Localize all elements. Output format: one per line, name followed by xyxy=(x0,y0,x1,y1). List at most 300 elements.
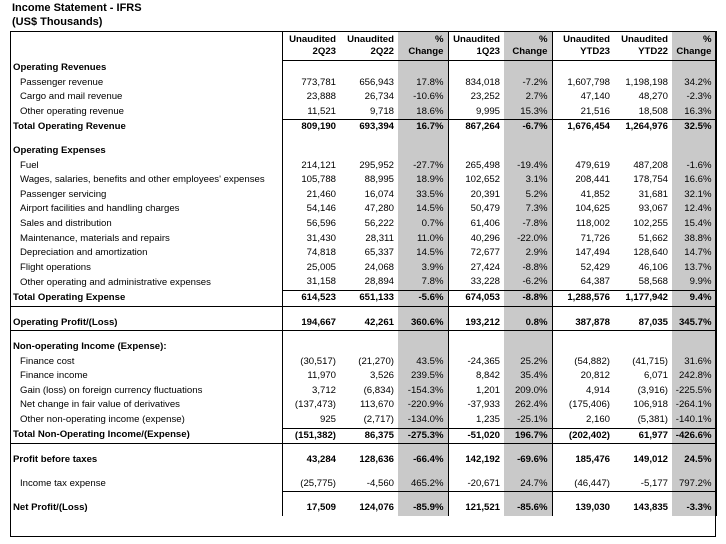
spacer-cell xyxy=(340,468,398,477)
column-header-line1: % xyxy=(702,34,712,45)
spacer-cell xyxy=(504,135,552,144)
percent-change-cell: 12.4% xyxy=(672,202,716,217)
value-cell: 194,667 xyxy=(282,316,340,331)
value-cell: 43,284 xyxy=(282,453,340,468)
spacer-cell xyxy=(282,331,340,341)
value-cell: 46,106 xyxy=(638,261,668,273)
value-cell: 56,596 xyxy=(282,217,340,232)
value-cell: 118,002 xyxy=(552,217,614,232)
value-cell: 178,754 xyxy=(633,174,668,186)
value-cell xyxy=(340,61,398,76)
column-header-line2: 2Q23 xyxy=(312,46,336,57)
column-header xyxy=(672,31,716,61)
spacer-cell xyxy=(398,135,448,144)
value-cell: 8,842 xyxy=(448,369,504,384)
column-header-line2: Change xyxy=(408,46,444,57)
spacer-cell xyxy=(398,306,448,316)
value-cell: 25,005 xyxy=(282,261,340,276)
percent-change-cell: 13.7% xyxy=(672,261,716,276)
value-cell: 65,337 xyxy=(364,247,394,259)
value-cell: -5,177 xyxy=(614,477,672,492)
column-header xyxy=(552,31,614,61)
percent-change-cell: -225.5% xyxy=(672,384,716,399)
spacer-cell xyxy=(504,492,552,502)
spacer-cell xyxy=(282,135,340,144)
percent-change-cell: 465.2% xyxy=(398,477,448,492)
percent-change-cell: 32.1% xyxy=(672,188,716,203)
value-cell: 142,192 xyxy=(448,453,504,468)
percent-change-cell: 34.2% xyxy=(672,76,716,91)
percent-change-cell: 17.8% xyxy=(398,76,448,91)
percent-change-cell: -220.9% xyxy=(398,398,448,413)
line-item-row xyxy=(10,105,716,120)
percent-change-cell: 0.7% xyxy=(398,217,448,232)
row-label: Operating Expenses xyxy=(13,144,106,156)
spacer-cell xyxy=(282,492,340,502)
section-header-row xyxy=(10,340,716,355)
line-item-row xyxy=(10,355,716,370)
row-label: Other operating and administrative expenses xyxy=(20,276,211,288)
value-cell: 20,391 xyxy=(448,188,504,203)
percent-change-cell: 196.7% xyxy=(504,428,552,444)
value-cell: (54,882) xyxy=(552,355,614,370)
spacer-row xyxy=(10,468,716,477)
value-cell: 11,970 xyxy=(282,369,340,384)
line-item-row xyxy=(10,232,716,247)
spacer-row xyxy=(10,331,716,341)
percent-change-cell: 3.9% xyxy=(398,261,448,276)
spacer-cell xyxy=(552,306,614,316)
value-cell: (5,381) xyxy=(614,413,672,428)
value-cell xyxy=(614,144,672,159)
row-label: Sales and distribution xyxy=(20,217,112,229)
percent-change-cell: 0.8% xyxy=(504,316,552,331)
value-cell: (30,517) xyxy=(282,355,340,370)
row-label: Income tax expense xyxy=(20,478,106,490)
percent-change-cell: 24.5% xyxy=(672,453,716,468)
row-label: Cargo and mail revenue xyxy=(20,91,123,103)
percent-change-cell: 14.5% xyxy=(398,202,448,217)
value-cell: 102,255 xyxy=(633,217,668,229)
spacer-cell xyxy=(398,444,448,454)
row-label: Net change in fair value of derivatives xyxy=(20,399,180,411)
spacer-cell xyxy=(504,444,552,454)
percent-change-cell: 14.5% xyxy=(398,246,448,261)
row-label: Total Operating Revenue xyxy=(13,121,126,133)
percent-change-cell: -6.7% xyxy=(504,120,552,135)
value-cell: -37,933 xyxy=(448,398,504,413)
value-cell: 41,852 xyxy=(552,188,614,203)
value-cell: 6,071 xyxy=(643,370,668,382)
line-item-row xyxy=(10,246,716,261)
percent-change-cell: 3.1% xyxy=(504,173,552,188)
percent-change-cell: 16.3% xyxy=(672,105,716,120)
percent-change-cell: 18.6% xyxy=(398,105,448,120)
value-cell: 1,177,942 xyxy=(614,290,672,306)
percent-change-cell: 35.4% xyxy=(504,369,552,384)
value-cell: 9,718 xyxy=(340,105,398,120)
value-cell: 4,914 xyxy=(552,384,614,399)
value-cell: 185,476 xyxy=(552,453,614,468)
value-cell: 52,429 xyxy=(552,261,614,276)
value-cell xyxy=(340,340,398,355)
value-cell: 479,619 xyxy=(552,159,614,174)
value-cell xyxy=(448,144,504,159)
value-cell: 651,133 xyxy=(340,290,398,306)
row-label: Non-operating Income (Expense): xyxy=(13,341,167,353)
value-cell: 387,878 xyxy=(552,316,614,331)
row-label: Profit before taxes xyxy=(13,454,98,466)
value-cell: 50,479 xyxy=(448,202,504,217)
spacer-row xyxy=(10,492,716,502)
value-cell: (6,834) xyxy=(363,384,394,396)
row-label: Other operating revenue xyxy=(20,106,124,118)
value-cell: 139,030 xyxy=(552,501,614,516)
value-cell: 773,781 xyxy=(282,76,340,91)
value-cell: 23,888 xyxy=(282,90,340,105)
row-label: Maintenance, materials and repairs xyxy=(20,232,170,244)
section-header-row xyxy=(10,61,716,76)
value-cell: 1,264,976 xyxy=(625,121,668,133)
value-cell xyxy=(614,61,672,76)
value-cell: 925 xyxy=(282,413,340,428)
spacer-cell xyxy=(552,492,614,502)
column-header-line2: 2Q22 xyxy=(370,46,394,57)
value-cell: (2,717) xyxy=(340,413,398,428)
percent-change-cell: 14.7% xyxy=(672,246,716,261)
percent-change-cell: 25.2% xyxy=(504,355,552,370)
percent-change-cell xyxy=(504,144,552,159)
value-cell: 18,508 xyxy=(614,105,672,120)
value-cell: 74,818 xyxy=(282,246,340,261)
spacer-cell xyxy=(282,306,340,316)
value-cell: 87,035 xyxy=(614,316,672,331)
percent-change-cell: 32.5% xyxy=(672,120,716,135)
percent-change-cell: -22.0% xyxy=(504,232,552,247)
percent-change-cell: 15.4% xyxy=(672,217,716,232)
percent-change-cell: 16.6% xyxy=(672,173,716,188)
value-cell: 72,677 xyxy=(448,246,504,261)
spacer-cell xyxy=(448,135,504,144)
spacer-cell xyxy=(10,306,282,316)
line-item-row xyxy=(10,477,716,492)
spacer-cell xyxy=(614,492,672,502)
column-header xyxy=(614,31,672,61)
percent-change-cell: -2.3% xyxy=(672,90,716,105)
percent-change-cell: -19.4% xyxy=(504,159,552,174)
spacer-cell xyxy=(340,306,398,316)
spacer-row xyxy=(10,306,716,316)
spacer-row xyxy=(10,444,716,454)
percent-change-cell: -1.6% xyxy=(672,159,716,174)
percent-change-cell xyxy=(504,61,552,76)
spacer-cell xyxy=(672,135,716,144)
percent-change-cell: -275.3% xyxy=(398,428,448,444)
percent-change-cell: -264.1% xyxy=(672,398,716,413)
spacer-cell xyxy=(10,468,282,477)
value-cell: (202,402) xyxy=(552,428,614,444)
percent-change-cell: -25.1% xyxy=(504,413,552,428)
income-statement-table xyxy=(10,31,717,516)
column-header xyxy=(340,31,398,61)
spacer-cell xyxy=(504,331,552,341)
total-row xyxy=(10,120,716,135)
percent-change-cell xyxy=(398,340,448,355)
value-cell: 23,252 xyxy=(448,90,504,105)
value-cell: 54,146 xyxy=(282,202,340,217)
spacer-cell xyxy=(10,135,282,144)
value-cell: 1,198,198 xyxy=(625,76,668,88)
value-cell: 56,222 xyxy=(364,217,394,229)
percent-change-cell: 33.5% xyxy=(398,188,448,203)
value-cell xyxy=(448,340,504,355)
spacer-cell xyxy=(398,468,448,477)
total-row xyxy=(10,428,716,444)
spacer-cell xyxy=(672,492,716,502)
spacer-cell xyxy=(10,444,282,454)
spacer-cell xyxy=(282,468,340,477)
spacer-cell xyxy=(282,444,340,454)
value-cell: (46,447) xyxy=(552,477,614,492)
statement-subtitle: (US$ Thousands) xyxy=(12,16,103,28)
value-cell: 61,977 xyxy=(614,428,672,444)
row-label: Finance income xyxy=(20,370,88,382)
line-item-row xyxy=(10,369,716,384)
value-cell xyxy=(552,144,614,159)
value-cell xyxy=(282,144,340,159)
percent-change-cell: -27.7% xyxy=(398,159,448,174)
value-cell: 26,734 xyxy=(364,91,394,103)
value-cell: 105,788 xyxy=(282,173,340,188)
value-cell: 61,406 xyxy=(448,217,504,232)
value-cell: 31,681 xyxy=(638,188,668,200)
value-cell: 295,952 xyxy=(359,159,394,171)
percent-change-cell: 24.7% xyxy=(504,477,552,492)
value-cell: 656,943 xyxy=(359,76,394,88)
value-cell: 121,521 xyxy=(448,501,504,516)
value-cell: -24,365 xyxy=(448,355,504,370)
spacer-cell xyxy=(448,331,504,341)
spacer-cell xyxy=(340,492,398,502)
value-cell: 867,264 xyxy=(448,120,504,135)
value-cell: 193,212 xyxy=(448,316,504,331)
value-cell: 71,726 xyxy=(552,232,614,247)
row-label: Operating Profit/(Loss) xyxy=(10,316,282,331)
percent-change-cell xyxy=(398,144,448,159)
value-cell: 48,270 xyxy=(638,91,668,103)
percent-change-cell: -8.8% xyxy=(504,261,552,276)
percent-change-cell: -66.4% xyxy=(398,453,448,468)
value-cell: 104,625 xyxy=(552,202,614,217)
value-cell: 28,311 xyxy=(365,232,394,244)
value-cell: 40,296 xyxy=(448,232,504,247)
value-cell: 809,190 xyxy=(282,120,340,135)
percent-change-cell: 11.0% xyxy=(398,232,448,247)
value-cell: 1,288,576 xyxy=(552,290,614,306)
column-header-line1: % xyxy=(434,34,444,45)
spacer-cell xyxy=(448,306,504,316)
value-cell: 1,607,798 xyxy=(552,76,614,91)
value-cell: 64,387 xyxy=(552,275,614,290)
value-cell: 128,636 xyxy=(359,454,394,466)
percent-change-cell: -7.8% xyxy=(504,217,552,232)
column-header-line1: Unaudited xyxy=(289,34,336,45)
value-cell: 47,280 xyxy=(364,203,394,215)
value-cell: -51,020 xyxy=(448,428,504,444)
value-cell: 51,662 xyxy=(638,232,668,244)
value-cell: (3,916) xyxy=(637,384,668,396)
percent-change-cell: 9.4% xyxy=(672,290,716,306)
spacer-cell xyxy=(614,444,672,454)
value-cell xyxy=(448,61,504,76)
percent-change-cell: -10.6% xyxy=(398,90,448,105)
spacer-cell xyxy=(552,444,614,454)
value-cell: 2,160 xyxy=(552,413,614,428)
value-cell xyxy=(282,61,340,76)
total-row xyxy=(10,316,716,331)
percent-change-cell: 242.8% xyxy=(672,369,716,384)
value-cell: 27,424 xyxy=(448,261,504,276)
value-cell xyxy=(340,144,398,159)
value-cell: 208,441 xyxy=(552,173,614,188)
value-cell: 113,670 xyxy=(360,399,394,411)
percent-change-cell: 9.9% xyxy=(672,275,716,290)
value-cell: 834,018 xyxy=(448,76,504,91)
spacer-cell xyxy=(672,331,716,341)
percent-change-cell xyxy=(672,61,716,76)
spacer-cell xyxy=(552,331,614,341)
row-label: Total Non-Operating Income/(Expense) xyxy=(10,428,282,444)
header-row xyxy=(10,31,716,61)
column-header-line2: YTD22 xyxy=(638,46,668,57)
percent-change-cell: -134.0% xyxy=(398,413,448,428)
value-cell: 21,516 xyxy=(552,105,614,120)
percent-change-cell: 262.4% xyxy=(504,398,552,413)
column-header-line2: YTD23 xyxy=(580,46,610,57)
percent-change-cell: 209.0% xyxy=(504,384,552,399)
percent-change-cell: -3.3% xyxy=(672,501,716,516)
value-cell: 20,812 xyxy=(552,369,614,384)
value-cell: 31,158 xyxy=(282,275,340,290)
value-cell: 21,460 xyxy=(282,188,340,203)
value-cell: 214,121 xyxy=(282,159,340,174)
value-cell: 24,068 xyxy=(364,261,394,273)
row-label: Passenger servicing xyxy=(20,188,107,200)
row-label: Depreciation and amortization xyxy=(20,247,148,259)
percent-change-cell: 18.9% xyxy=(398,173,448,188)
percent-change-cell xyxy=(672,144,716,159)
line-item-row xyxy=(10,159,716,174)
row-label: Airport facilities and handling charges xyxy=(20,203,180,215)
column-header-line2: Change xyxy=(512,46,548,57)
row-label: Total Operating Expense xyxy=(10,290,282,306)
percent-change-cell: 5.2% xyxy=(504,188,552,203)
value-cell: 614,523 xyxy=(282,290,340,306)
percent-change-cell: -7.2% xyxy=(504,76,552,91)
value-cell: 106,918 xyxy=(633,399,668,411)
spacer-cell xyxy=(614,306,672,316)
percent-change-cell: -85.6% xyxy=(504,501,552,516)
spacer-row xyxy=(10,135,716,144)
line-item-row xyxy=(10,413,716,428)
value-cell: 102,652 xyxy=(448,173,504,188)
percent-change-cell: -140.1% xyxy=(672,413,716,428)
percent-change-cell: 38.8% xyxy=(672,232,716,247)
spacer-cell xyxy=(10,331,282,341)
value-cell: 3,526 xyxy=(369,370,394,382)
value-cell: 93,067 xyxy=(638,203,668,215)
percent-change-cell: 2.7% xyxy=(504,90,552,105)
value-cell: 58,568 xyxy=(614,275,672,290)
row-label: Other non-operating income (expense) xyxy=(20,414,185,426)
value-cell: 265,498 xyxy=(448,159,504,174)
percent-change-cell: 360.6% xyxy=(398,316,448,331)
row-label: Gain (loss) on foreign currency fluctuations xyxy=(20,384,203,396)
value-cell: 149,012 xyxy=(633,454,668,466)
percent-change-cell: -5.6% xyxy=(398,290,448,306)
spacer-cell xyxy=(552,135,614,144)
line-item-row xyxy=(10,275,716,290)
value-cell: 1,201 xyxy=(448,384,504,399)
value-cell: 128,640 xyxy=(633,247,668,259)
spacer-cell xyxy=(340,331,398,341)
value-cell: 31,430 xyxy=(282,232,340,247)
row-label: Finance cost xyxy=(20,355,75,367)
percent-change-cell xyxy=(504,340,552,355)
value-cell: 674,053 xyxy=(448,290,504,306)
row-label: Net Profit/(Loss) xyxy=(13,502,88,514)
spacer-cell xyxy=(614,331,672,341)
spacer-cell xyxy=(614,135,672,144)
line-item-row xyxy=(10,217,716,232)
spacer-cell xyxy=(672,444,716,454)
percent-change-cell: 7.3% xyxy=(504,202,552,217)
value-cell xyxy=(552,340,614,355)
spacer-cell xyxy=(398,492,448,502)
value-cell: 33,228 xyxy=(448,275,504,290)
value-cell xyxy=(614,340,672,355)
value-cell: 147,494 xyxy=(552,246,614,261)
percent-change-cell: 2.9% xyxy=(504,246,552,261)
value-cell: 17,509 xyxy=(282,501,340,516)
column-header xyxy=(398,31,448,61)
column-header xyxy=(448,31,504,61)
percent-change-cell: 239.5% xyxy=(398,369,448,384)
spacer-cell xyxy=(10,492,282,502)
value-cell: 86,375 xyxy=(340,428,398,444)
value-cell: (175,406) xyxy=(552,398,614,413)
percent-change-cell: -8.8% xyxy=(504,290,552,306)
column-header-line1: Unaudited xyxy=(621,34,668,45)
spacer-cell xyxy=(504,306,552,316)
value-cell: 16,074 xyxy=(364,188,394,200)
value-cell xyxy=(552,61,614,76)
column-header-line1: % xyxy=(538,34,548,45)
line-item-row xyxy=(10,173,716,188)
header-label-cell xyxy=(10,31,282,61)
value-cell: (25,775) xyxy=(282,477,340,492)
value-cell: 42,261 xyxy=(340,316,398,331)
row-label: Passenger revenue xyxy=(20,76,104,88)
total-row xyxy=(10,290,716,306)
value-cell xyxy=(282,340,340,355)
column-header xyxy=(504,31,552,61)
spacer-cell xyxy=(398,331,448,341)
spacer-cell xyxy=(614,468,672,477)
percent-change-cell: 15.3% xyxy=(504,105,552,120)
row-label: Fuel xyxy=(20,159,39,171)
value-cell: 1,235 xyxy=(448,413,504,428)
